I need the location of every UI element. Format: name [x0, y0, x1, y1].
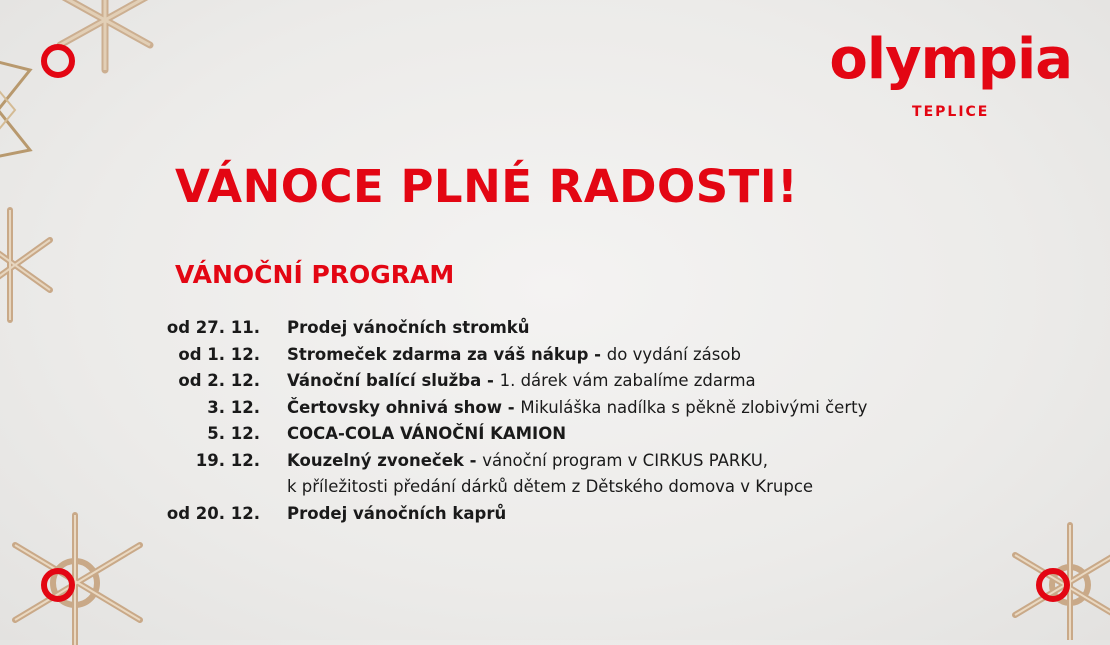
olympia-logo: [829, 27, 1072, 120]
program-event: Čertovsky ohnivá show: [287, 397, 502, 417]
ring-mark-top-left: [41, 44, 75, 78]
program-detail: do vydání zásob: [606, 344, 741, 364]
program-description: [287, 318, 530, 337]
program-description: [287, 398, 867, 417]
program-event: Vánoční balící služba: [287, 371, 482, 390]
star-ornament: [0, 50, 40, 160]
program-description: [287, 424, 566, 443]
program-row: [150, 371, 867, 398]
program-list: [150, 318, 867, 530]
logo-location: TEPLICE: [912, 104, 990, 120]
program-separator: -: [481, 371, 500, 390]
program-row: [150, 504, 867, 531]
program-detail: 1. dárek vám zabalíme zdarma: [499, 371, 756, 390]
program-date: od 2. 12.: [178, 371, 260, 390]
program-separator: -: [588, 344, 607, 364]
program-date: 3. 12.: [207, 397, 260, 417]
program-row: [150, 345, 867, 372]
program-date: 5. 12.: [207, 424, 260, 443]
ring-mark-bottom-left: [41, 568, 75, 602]
program-heading: VÁNOČNÍ PROGRAM: [175, 260, 455, 289]
program-separator: -: [501, 397, 521, 417]
program-description: [287, 477, 813, 496]
program-date: od 1. 12.: [178, 344, 260, 364]
program-description: [287, 371, 756, 390]
program-event: Kouzelný zvoneček: [287, 450, 464, 470]
program-event: Stromeček zdarma za váš nákup: [287, 344, 589, 364]
program-row: [150, 477, 867, 504]
program-separator: -: [463, 450, 483, 470]
program-event: Prodej vánočních kaprů: [287, 503, 507, 523]
program-description: [287, 451, 768, 470]
program-row: [150, 318, 867, 345]
program-date: od 27. 11.: [166, 318, 260, 337]
program-event: Prodej vánočních stromků: [287, 318, 530, 337]
snowflake-ornament-left: [0, 205, 60, 325]
program-description: [287, 504, 506, 523]
program-row: [150, 398, 867, 425]
program-row: [150, 424, 867, 451]
program-date: 19. 12.: [195, 450, 260, 470]
program-row: [150, 451, 867, 478]
logo-name: olympia: [829, 27, 1072, 92]
page-title: VÁNOCE PLNÉ RADOSTI!: [175, 160, 799, 213]
snowflake-ornament-bottom-left: [0, 505, 160, 645]
program-detail: Mikuláška nadílka s pěkně zlobivými čerty: [520, 397, 868, 417]
program-description: [287, 345, 741, 364]
program-detail: vánoční program v CIRKUS PARKU,: [482, 450, 769, 470]
program-event: COCA-COLA VÁNOČNÍ KAMION: [287, 424, 567, 443]
program-date: od 20. 12.: [166, 503, 260, 523]
program-detail: k příležitosti předání dárků dětem z Dětského domova v Krupce: [287, 477, 814, 496]
ring-mark-bottom-right: [1036, 568, 1070, 602]
